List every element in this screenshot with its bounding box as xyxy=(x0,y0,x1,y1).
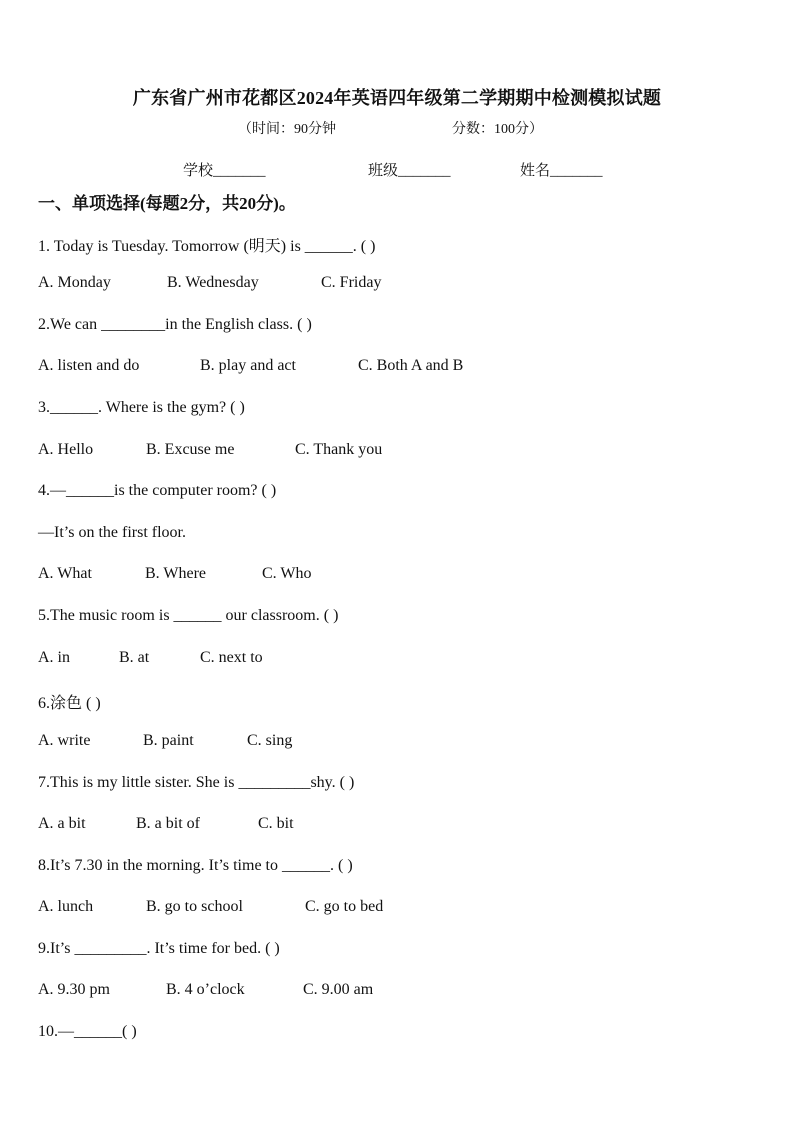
option-a: A. in xyxy=(38,649,70,666)
question-options xyxy=(38,649,263,667)
option-a: A. Monday xyxy=(38,274,111,291)
question-stem: 9.It’s _________. It’s time for bed. ( ) xyxy=(38,940,280,957)
question-stem: 5.The music room is ______ our classroom. ( ) xyxy=(38,607,339,624)
question-options xyxy=(38,898,383,916)
exam-score: 分数：100分） xyxy=(452,122,543,137)
option-c: C. next to xyxy=(200,649,263,666)
question-stem: 10.—______( ) xyxy=(38,1023,137,1040)
option-b: B. Where xyxy=(145,565,207,582)
question-options xyxy=(38,441,382,459)
option-c: C. Friday xyxy=(321,274,382,291)
question-stem: 8.It’s 7.30 in the morning. It’s time to ______. ( ) xyxy=(38,857,353,874)
option-a: A. lunch xyxy=(38,898,94,915)
page-title: 广东省广州市花都区2024年英语四年级第二学期期中检测模拟试题 xyxy=(132,88,662,108)
question-options xyxy=(38,357,463,375)
question-options xyxy=(38,274,381,292)
question-stem: 1. Today is Tuesday. Tomorrow (明天) is ______. ( ) xyxy=(38,238,376,255)
section-heading: 一、单项选择(每题2分，共20分)。 xyxy=(38,194,296,213)
option-b: B. go to school xyxy=(146,898,243,915)
option-b: B. 4 o’clock xyxy=(166,981,245,998)
option-a: A. a bit xyxy=(38,815,86,832)
question-options xyxy=(38,815,294,833)
option-b: B. a bit of xyxy=(136,815,200,832)
option-b: B. Wednesday xyxy=(167,274,259,291)
option-c: C. bit xyxy=(258,815,294,832)
option-c: C. go to bed xyxy=(305,898,384,915)
option-c: C. 9.00 am xyxy=(303,981,374,998)
option-a: A. listen and do xyxy=(38,357,140,374)
option-c: C. Who xyxy=(262,565,312,582)
option-c: C. Thank you xyxy=(295,441,383,458)
question-reply: —It’s on the first floor. xyxy=(38,524,186,541)
question-stem: 3.______. Where is the gym? ( ) xyxy=(38,399,245,416)
question-options xyxy=(38,732,292,750)
question-stem: 4.—______is the computer room? ( ) xyxy=(38,482,277,499)
option-a: A. What xyxy=(38,565,92,582)
school-field: 学校_______ xyxy=(183,163,266,179)
option-a: A. write xyxy=(38,732,91,749)
option-b: B. paint xyxy=(143,732,194,749)
option-b: B. Excuse me xyxy=(146,441,235,458)
option-a: A. Hello xyxy=(38,441,94,458)
option-c: C. Both A and B xyxy=(358,357,464,374)
option-b: B. play and act xyxy=(200,357,296,374)
question-stem: 6.涂色 ( ) xyxy=(38,695,101,712)
question-stem: 7.This is my little sister. She is _________shy. ( ) xyxy=(38,774,355,791)
question-options xyxy=(38,565,311,583)
question-options xyxy=(38,981,373,999)
name-field: 姓名_______ xyxy=(520,163,603,179)
option-b: B. at xyxy=(119,649,150,666)
option-c: C. sing xyxy=(247,732,293,749)
exam-time: （时间：90分钟 xyxy=(238,122,336,137)
question-stem: 2.We can ________in the English class. ( ) xyxy=(38,316,312,333)
class-field: 班级_______ xyxy=(368,163,451,179)
option-a: A. 9.30 pm xyxy=(38,981,110,998)
